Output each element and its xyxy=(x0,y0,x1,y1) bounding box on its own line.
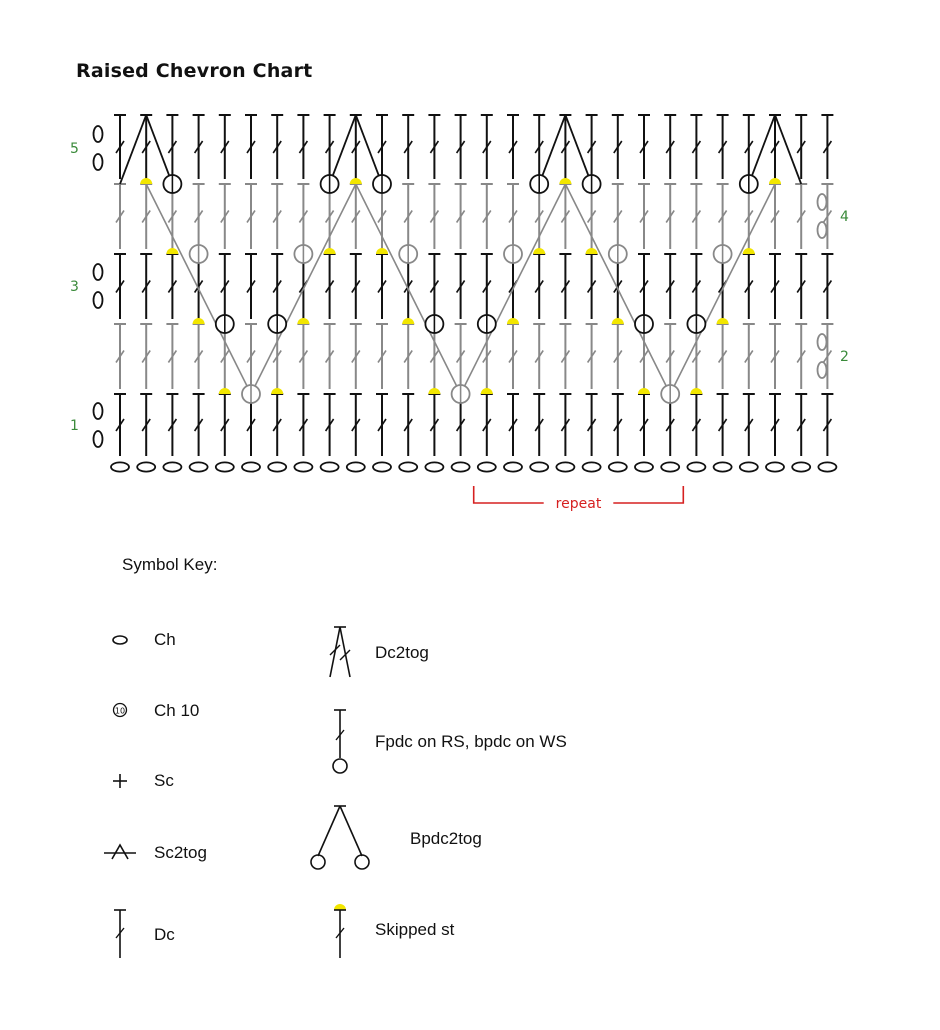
dc-stitch xyxy=(193,184,205,249)
turning-chain xyxy=(94,154,103,170)
key-label-ch10: Ch 10 xyxy=(154,701,200,720)
chain-stitch xyxy=(216,462,234,471)
stitch-row-2 xyxy=(114,324,833,389)
row-number: 1 xyxy=(70,418,79,434)
dc-stitch xyxy=(743,254,755,319)
dc-stitch xyxy=(690,254,702,319)
dc-stitch xyxy=(743,115,755,179)
row-number: 2 xyxy=(840,349,849,365)
dc-stitch xyxy=(271,394,283,456)
dc-stitch xyxy=(140,394,152,456)
chain-stitch xyxy=(163,462,181,471)
key-label-fpdc: Fpdc on RS, bpdc on WS xyxy=(375,732,567,751)
dc-stitch xyxy=(297,115,309,179)
peak-line xyxy=(775,115,801,184)
chain-stitch xyxy=(268,462,286,471)
dc-stitch xyxy=(612,394,624,456)
dc-stitch xyxy=(219,254,231,319)
chain-stitch xyxy=(137,462,155,471)
dc-stitch xyxy=(743,324,755,389)
bpdc2tog-symbol-icon xyxy=(355,855,369,869)
dc2tog-symbol-icon xyxy=(330,627,340,677)
dc-stitch xyxy=(717,394,729,456)
dc-stitch xyxy=(324,394,336,456)
dc-stitch xyxy=(376,324,388,389)
dc-stitch xyxy=(114,324,126,389)
dc-stitch xyxy=(193,394,205,456)
dc-stitch xyxy=(717,324,729,389)
dc-stitch xyxy=(717,184,729,249)
dc-stitch xyxy=(638,184,650,249)
ch10-glyph: 10 xyxy=(114,706,126,716)
skipped-stitch-marker xyxy=(193,318,205,324)
chain-stitch xyxy=(347,462,365,471)
dc-stitch xyxy=(140,254,152,319)
chain-stitch xyxy=(111,462,129,471)
dc-stitch xyxy=(219,394,231,456)
key-label-bpdc2tog: Bpdc2tog xyxy=(410,829,482,848)
dc-stitch xyxy=(533,394,545,456)
dc-stitch xyxy=(481,394,493,456)
dc2tog-symbol-icon xyxy=(340,627,350,677)
skipped-stitch-marker xyxy=(586,248,598,254)
key-label-dc: Dc xyxy=(154,925,175,944)
key-label-sc: Sc xyxy=(154,771,174,790)
ch-symbol-icon xyxy=(113,636,127,644)
skipped-stitch-marker xyxy=(219,388,231,394)
dc-stitch xyxy=(428,394,440,456)
chain-stitch xyxy=(425,462,443,471)
stitch-row-5 xyxy=(114,115,833,179)
peak-line xyxy=(565,115,591,184)
key-label-ch: Ch xyxy=(154,630,176,649)
dc-stitch xyxy=(350,324,362,389)
dc-stitch xyxy=(193,115,205,179)
chain-stitch xyxy=(294,462,312,471)
dc-stitch xyxy=(559,394,571,456)
skipped-stitch-marker xyxy=(376,248,388,254)
chain-stitch xyxy=(242,462,260,471)
dc-stitch xyxy=(559,254,571,319)
dc-stitch xyxy=(586,394,598,456)
dc-stitch xyxy=(376,394,388,456)
dc-stitch xyxy=(638,394,650,456)
dc-stitch xyxy=(271,115,283,179)
chain-stitch xyxy=(635,462,653,471)
stitch-row-4 xyxy=(114,184,833,249)
dc-stitch xyxy=(428,184,440,249)
chain-stitch xyxy=(321,462,339,471)
dc-stitch xyxy=(533,115,545,179)
dc-stitch xyxy=(166,324,178,389)
dc-stitch xyxy=(219,115,231,179)
foundation-chain-row xyxy=(111,462,836,471)
peak-line xyxy=(120,115,146,184)
turning-chain xyxy=(94,292,103,308)
dc-stitch xyxy=(769,394,781,456)
dc-stitch xyxy=(245,254,257,319)
dc-stitch xyxy=(481,115,493,179)
dc-stitch xyxy=(507,115,519,179)
repeat-bracket xyxy=(474,486,684,512)
dc-stitch xyxy=(402,184,414,249)
dc-stitch xyxy=(559,324,571,389)
dc-stitch xyxy=(376,115,388,179)
dc-stitch xyxy=(743,394,755,456)
dc-stitch xyxy=(612,115,624,179)
peak-line xyxy=(539,115,565,184)
chain-stitch xyxy=(714,462,732,471)
chain-stitch xyxy=(399,462,417,471)
dc-stitch xyxy=(507,324,519,389)
dc-stitch xyxy=(245,115,257,179)
chain-stitch xyxy=(530,462,548,471)
dc-stitch xyxy=(245,184,257,249)
dc-stitch xyxy=(664,184,676,249)
stitch-rows xyxy=(111,115,836,472)
dc-stitch xyxy=(586,254,598,319)
turning-chain xyxy=(94,126,103,142)
dc-stitch xyxy=(402,115,414,179)
dc-stitch xyxy=(455,324,467,389)
dc-stitch xyxy=(114,394,126,456)
skipped-stitch-marker xyxy=(533,248,545,254)
dc-stitch xyxy=(219,184,231,249)
skipped-stitch-marker xyxy=(559,178,571,184)
peak-line xyxy=(146,115,172,184)
key-label-skipped: Skipped st xyxy=(375,920,455,939)
skipped-stitch-marker xyxy=(324,248,336,254)
dc-stitch xyxy=(638,115,650,179)
dc-stitch xyxy=(664,115,676,179)
dc-stitch xyxy=(795,184,807,249)
chain-stitch xyxy=(478,462,496,471)
dc-stitch xyxy=(428,115,440,179)
dc-stitch xyxy=(455,254,467,319)
dc-stitch xyxy=(455,184,467,249)
dc-stitch xyxy=(402,394,414,456)
stitch-row-1 xyxy=(114,394,833,456)
repeat-label: repeat xyxy=(555,496,602,512)
dc-stitch xyxy=(612,184,624,249)
chain-stitch xyxy=(190,462,208,471)
row-number: 5 xyxy=(70,141,79,157)
dc-stitch xyxy=(638,254,650,319)
dc-stitch xyxy=(612,324,624,389)
dc-stitch xyxy=(297,394,309,456)
skipped-stitch-marker xyxy=(297,318,309,324)
turning-chain xyxy=(94,431,103,447)
skipped-symbol-icon xyxy=(334,904,346,910)
dc-stitch xyxy=(350,254,362,319)
chain-stitch xyxy=(661,462,679,471)
dc-stitch xyxy=(821,254,833,319)
dc-stitch xyxy=(664,254,676,319)
dc-stitch xyxy=(402,324,414,389)
dc-stitch xyxy=(114,254,126,319)
chain-stitch xyxy=(556,462,574,471)
dc-stitch xyxy=(795,324,807,389)
chain-stitch xyxy=(504,462,522,471)
skipped-stitch-marker xyxy=(690,388,702,394)
dc-stitch xyxy=(297,324,309,389)
dc-stitch xyxy=(166,254,178,319)
sc2tog-symbol-icon xyxy=(112,845,128,859)
dc-stitch xyxy=(114,184,126,249)
skipped-stitch-marker xyxy=(612,318,624,324)
skipped-stitch-marker xyxy=(350,178,362,184)
dc2tog-symbol-icon xyxy=(340,650,350,660)
dc-stitch xyxy=(586,115,598,179)
turning-chain xyxy=(94,403,103,419)
dc-stitch xyxy=(717,115,729,179)
dc-stitch xyxy=(533,324,545,389)
skipped-stitch-marker xyxy=(717,318,729,324)
dc-stitch xyxy=(769,254,781,319)
dc-stitch xyxy=(690,115,702,179)
dc-stitch xyxy=(114,115,126,179)
dc2tog-symbol-icon xyxy=(330,645,340,655)
dc-stitch xyxy=(507,184,519,249)
dc-stitch xyxy=(690,184,702,249)
bpdc2tog-symbol-icon xyxy=(311,855,325,869)
dc-stitch xyxy=(795,115,807,179)
dc-stitch xyxy=(795,254,807,319)
dc-stitch xyxy=(324,115,336,179)
skipped-stitch-marker xyxy=(271,388,283,394)
skipped-stitch-marker xyxy=(769,178,781,184)
turning-chain xyxy=(818,194,827,210)
dc-symbol-icon xyxy=(116,928,124,938)
dc-stitch xyxy=(271,184,283,249)
dc-stitch xyxy=(481,254,493,319)
symbol-key-title: Symbol Key: xyxy=(122,555,218,574)
dc-stitch xyxy=(324,254,336,319)
fpdc-symbol-icon xyxy=(333,759,347,773)
skipped-stitch-marker xyxy=(402,318,414,324)
chain-stitch xyxy=(792,462,810,471)
chain-stitch xyxy=(687,462,705,471)
skipped-stitch-marker xyxy=(140,178,152,184)
dc-stitch xyxy=(690,394,702,456)
row-number: 3 xyxy=(70,279,79,295)
fpdc-symbol-icon xyxy=(336,730,344,740)
page-title: Raised Chevron Chart xyxy=(76,60,313,82)
chain-stitch xyxy=(609,462,627,471)
row-number: 4 xyxy=(840,209,849,225)
key-label-sc2tog: Sc2tog xyxy=(154,843,207,862)
skipped-stitch-marker xyxy=(428,388,440,394)
dc-stitch xyxy=(271,254,283,319)
turning-chain xyxy=(94,264,103,280)
dc-stitch xyxy=(533,254,545,319)
bpdc2tog-symbol-icon xyxy=(340,806,362,856)
skipped-stitch-marker xyxy=(166,248,178,254)
chain-stitch xyxy=(766,462,784,471)
dc-stitch xyxy=(821,394,833,456)
bpdc2tog-symbol-icon xyxy=(318,806,340,856)
dc-stitch xyxy=(140,324,152,389)
repeat-bracket-left xyxy=(474,486,544,503)
peak-line xyxy=(749,115,775,184)
turning-chain xyxy=(818,334,827,350)
dc-stitch xyxy=(166,394,178,456)
dc-stitch xyxy=(297,184,309,249)
skipped-stitch-marker xyxy=(743,248,755,254)
dc-stitch xyxy=(664,324,676,389)
turning-chain xyxy=(818,222,827,238)
skipped-stitch-marker xyxy=(507,318,519,324)
ch10-symbol-icon xyxy=(114,704,127,717)
dc-stitch xyxy=(324,324,336,389)
chain-stitch xyxy=(818,462,836,471)
chain-stitch xyxy=(373,462,391,471)
dc-stitch xyxy=(507,394,519,456)
chain-stitch xyxy=(452,462,470,471)
skipped-stitch-marker xyxy=(638,388,650,394)
peak-line xyxy=(330,115,356,184)
dc-stitch xyxy=(586,324,598,389)
dc-stitch xyxy=(428,254,440,319)
dc-stitch xyxy=(245,324,257,389)
dc-stitch xyxy=(193,324,205,389)
repeat-bracket-right xyxy=(613,486,683,503)
dc-stitch xyxy=(455,115,467,179)
chain-stitch xyxy=(740,462,758,471)
dc-stitch xyxy=(376,254,388,319)
skipped-symbol-icon xyxy=(336,928,344,938)
peak-line xyxy=(356,115,382,184)
dc-stitch xyxy=(769,324,781,389)
skipped-stitch-marker xyxy=(481,388,493,394)
dc-stitch xyxy=(821,115,833,179)
turning-chain xyxy=(818,362,827,378)
stitch-row-3 xyxy=(114,254,833,319)
dc-stitch xyxy=(350,394,362,456)
key-label-dc2tog: Dc2tog xyxy=(375,643,429,662)
dc-stitch xyxy=(166,115,178,179)
dc-stitch xyxy=(481,184,493,249)
dc-stitch xyxy=(795,394,807,456)
chain-stitch xyxy=(583,462,601,471)
